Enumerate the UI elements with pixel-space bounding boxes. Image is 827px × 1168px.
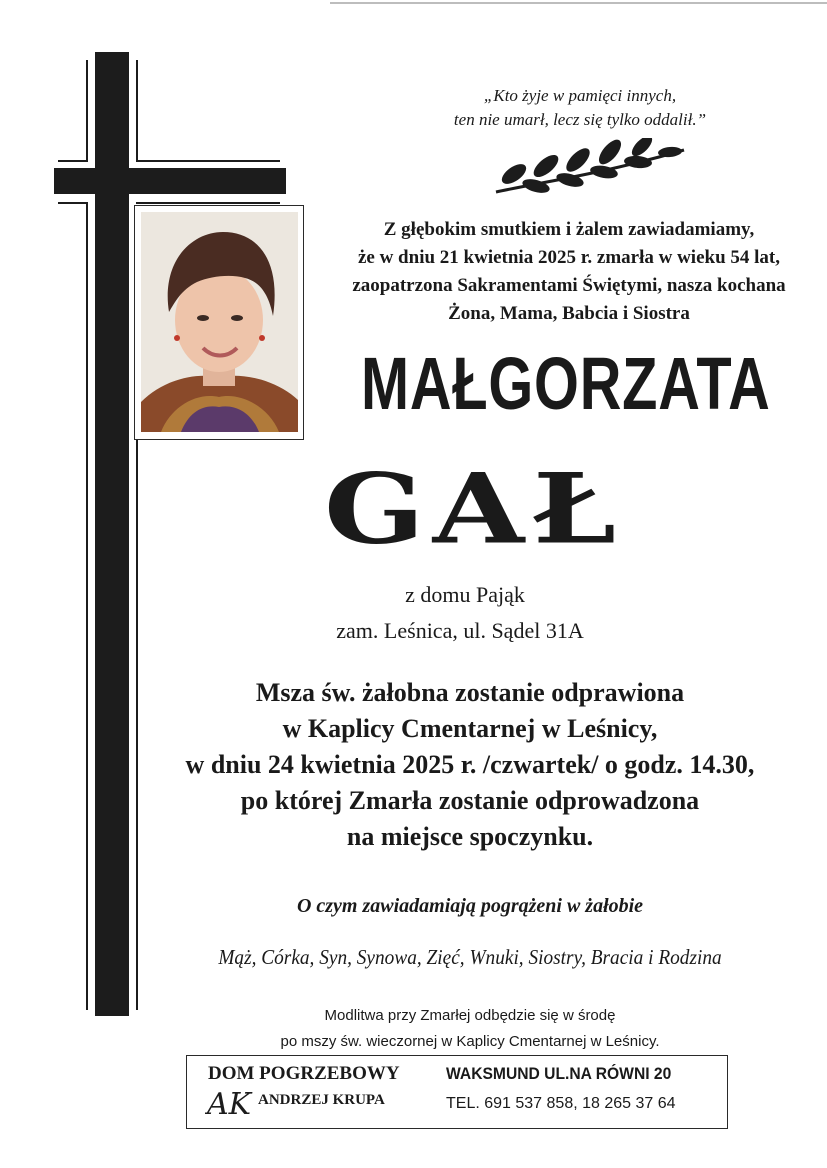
- mass-line: w Kaplicy Cmentarnej w Leśnicy,: [282, 714, 658, 743]
- deceased-address: zam. Leśnica, ul. Sądel 31A: [336, 618, 584, 643]
- cross-outline-line: [86, 60, 88, 160]
- portrait-image: [141, 212, 298, 432]
- mourners-family: Mąż, Córka, Syn, Synowa, Zięć, Wnuki, Siostry, Bracia i Rodzina: [218, 945, 722, 969]
- funeral-home-logo: [205, 1084, 261, 1122]
- cross-horizontal-bar: [54, 168, 286, 194]
- mass-line: po której Zmarła zostanie odprowadzona: [240, 786, 700, 815]
- announcement-line: Żona, Mama, Babcia i Siostra: [448, 303, 690, 324]
- deceased-first-name: MAŁGORZATA: [361, 342, 771, 425]
- announcement-text: [316, 216, 822, 328]
- prayer-line: po mszy św. wieczornej w Kaplicy Cmentarnej w Leśnicy.: [280, 1033, 660, 1050]
- logo-letters: AK: [207, 1087, 252, 1122]
- deceased-last-name: GAŁ: [323, 451, 625, 566]
- mourners-heading: O czym zawiadamiają pogrążeni w żałobie: [296, 895, 644, 917]
- cross-vertical-bar: [95, 52, 129, 1016]
- quote-line: „Kto żyje w pamięci innych,: [483, 86, 677, 105]
- funeral-home-address: WAKSMUND UL.NA RÓWNI 20: [446, 1064, 672, 1083]
- cross-outline-line: [136, 202, 280, 204]
- top-edge-line: [330, 2, 827, 4]
- cross-outline-line: [58, 202, 88, 204]
- announcement-line: Z głębokim smutkiem i żalem zawiadamiamy,: [383, 219, 755, 240]
- maiden-name: z domu Pająk: [405, 582, 525, 607]
- deceased-portrait: [141, 212, 298, 432]
- prayer-line: Modlitwa przy Zmarłej odbędzie się w środę: [324, 1007, 616, 1024]
- mass-line: Msza św. żałobna zostanie odprawiona: [255, 678, 685, 707]
- laurel-branch-icon: [492, 138, 688, 198]
- funeral-home-owner: ANDRZEJ KRUPA: [258, 1092, 385, 1108]
- memorial-quote: [400, 84, 760, 132]
- funeral-home-phone: TEL. 691 537 858, 18 265 37 64: [446, 1095, 676, 1112]
- mass-line: na miejsce spoczynku.: [346, 822, 594, 851]
- funeral-mass-info: [120, 675, 820, 855]
- funeral-home-name: DOM POGRZEBOWY: [208, 1063, 400, 1084]
- cross-outline-line: [58, 160, 88, 162]
- prayer-info: [200, 1003, 740, 1055]
- quote-line: ten nie umarł, lecz się tylko oddalił.”: [453, 110, 707, 129]
- cross-outline-line: [136, 160, 280, 162]
- mass-line: w dniu 24 kwietnia 2025 r. /czwartek/ o godz. 14.30,: [185, 750, 755, 779]
- announcement-line: że w dniu 21 kwietnia 2025 r. zmarła w wieku 54 lat,: [357, 247, 781, 268]
- cross-outline-line: [86, 202, 88, 1010]
- announcement-line: zaopatrzona Sakramentami Świętymi, nasza kochana: [352, 275, 786, 296]
- cross-outline-line: [136, 60, 138, 160]
